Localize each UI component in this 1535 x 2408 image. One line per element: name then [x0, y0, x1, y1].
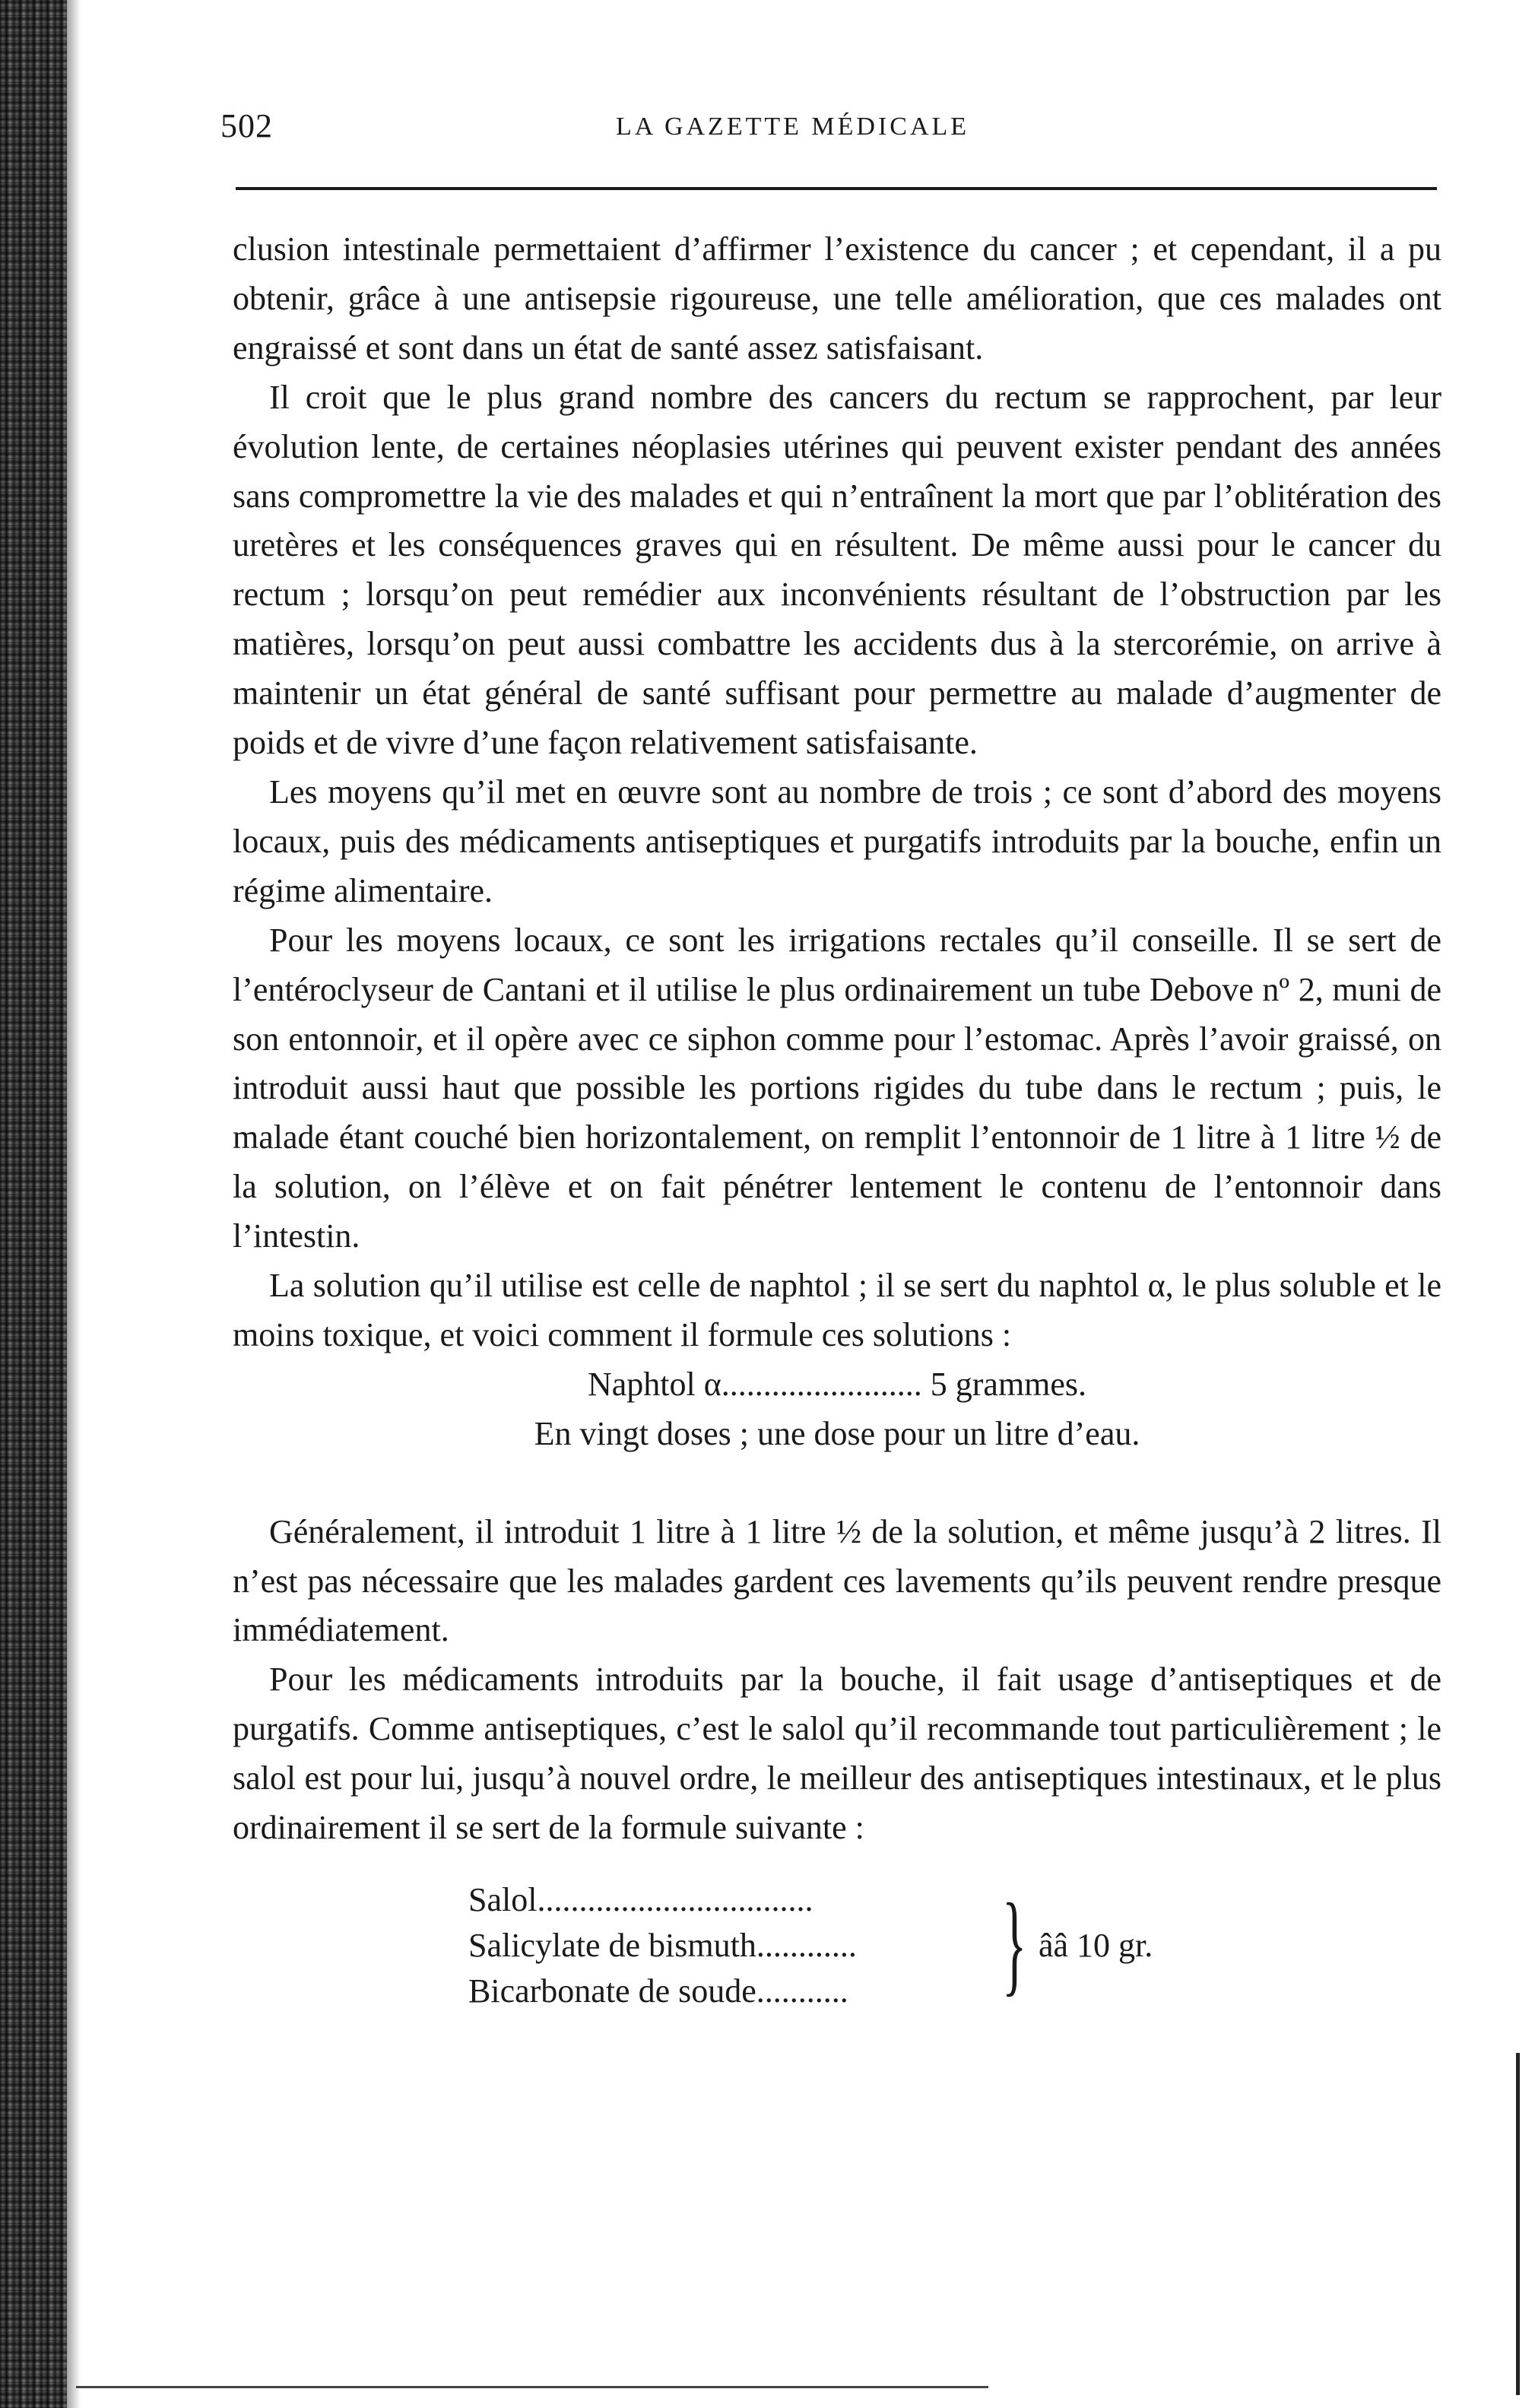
paragraph: Pour les moyens locaux, ce sont les irrigations rectales qu’il conseille. Il se sert de l’entéroclyseur de Cantani et il utilise le plus ordinairement un tube Debove nº 2, muni de son entonnoir, et il opère avec ce siphon comme pour l’estomac. Après l’avoir graissé, on introduit aussi haut que possible les portions rigides du tube dans le rectum ; puis, le malade étant couché bien horizontalement, on remplit l’entonnoir de 1 litre à 1 litre ½ de la solution, on l’élève et on fait pénétrer lentement le contenu de l’entonnoir dans l’intestin.: [233, 921, 1441, 1255]
spacer: [233, 1459, 1441, 1508]
paragraph: clusion intestinale permettaient d’affirmer l’existence du cancer ; et cependant, il a pu obtenir, grâce à une antisepsie rigoureuse, une telle amélioration, que ces malades ont engraissé et sont dans un état de santé assez satisfaisant.: [233, 230, 1441, 366]
dose-amount: ââ 10 gr.: [1039, 1927, 1153, 1964]
ingredient-salol: Salol.................................: [468, 1881, 813, 1918]
ingredient-list: [468, 1877, 857, 2014]
naphtol-dosage-note: En vingt doses ; une dose pour un litre d’eau.: [534, 1414, 1140, 1452]
brace-symbol: }: [1002, 1880, 1027, 2007]
ingredient-salicylate: Salicylate de bismuth............: [468, 1927, 857, 1964]
page-number: 502: [220, 107, 273, 144]
page-header: [220, 106, 1437, 167]
body-text: [233, 225, 1441, 2028]
paragraph: Les moyens qu’il met en œuvre sont au nombre de trois ; ce sont d’abord des moyens locaux, puis des médicaments antiseptiques et purgatifs introduits par la bouche, enfin un régime alimentaire.: [233, 773, 1441, 909]
paragraph: Pour les médicaments introduits par la bouche, il fait usage d’antiseptiques et de purgatifs. Comme antiseptiques, c’est le salol qu’il recommande tout particulièrement ; le salol est pour lui, jusqu’à nouvel ordre, le meilleur des antiseptiques intestinaux, et le plus ordinairement il se sert de la formule suivante :: [233, 1661, 1441, 1847]
paragraph: Généralement, il introduit 1 litre à 1 litre ½ de la solution, et même jusqu’à 2 litres. Il n’est pas nécessaire que les malades gardent ces lavements qu’ils peuvent rendre presque immédiatement.: [233, 1512, 1441, 1649]
running-title: LA GAZETTE MÉDICALE: [616, 113, 970, 141]
scanned-book-spine: [0, 0, 67, 2408]
ingredient-bicarbonate: Bicarbonate de soude...........: [468, 1972, 848, 2010]
bottom-margin-mark: [76, 2386, 988, 2388]
right-margin-mark: [1516, 2053, 1520, 2395]
spine-shadow: [67, 0, 81, 2408]
salol-formula: [233, 1877, 1441, 2028]
paragraph: Il croit que le plus grand nombre des cancers du rectum se rapprochent, par leur évolution lente, de certaines néoplasies utérines qui peuvent exister pendant des années sans compromettre la vie des malades et qui n’entraînent la mort que par l’oblitération des uretères et les conséquences graves qui en résultent. De même aussi pour le cancer du rectum ; lorsqu’on peut remédier aux inconvénients résultant de l’obstruction par les matières, lorsqu’on peut aussi combattre les accidents dus à la stercorémie, on arrive à maintenir un état général de santé suffisant pour permettre au malade d’augmenter de poids et de vivre d’une façon relativement satisfaisante.: [233, 378, 1441, 762]
naphtol-formula: Naphtol α........................ 5 grammes.: [587, 1365, 1087, 1403]
header-rule: [236, 187, 1437, 190]
paragraph: La solution qu’il utilise est celle de naphtol ; il se sert du naphtol α, le plus soluble et le moins toxique, et voici comment il formule ces solutions :: [233, 1267, 1441, 1353]
